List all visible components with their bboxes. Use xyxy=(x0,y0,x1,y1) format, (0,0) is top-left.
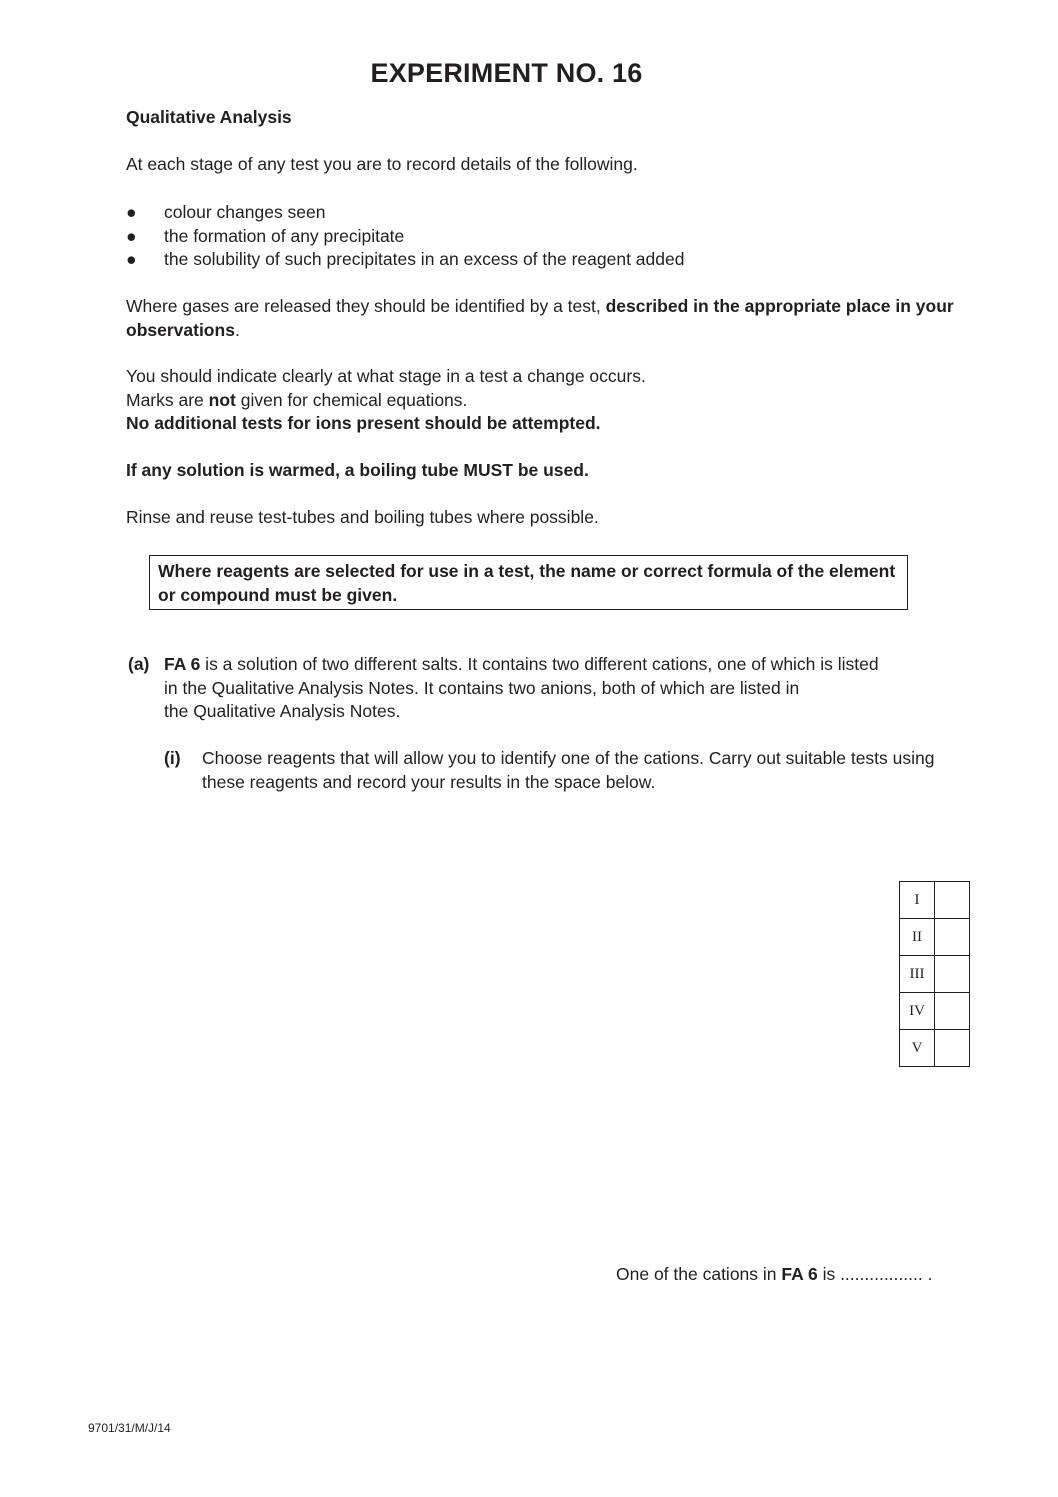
footer-code: 9701/31/M/J/14 xyxy=(88,1421,171,1435)
question-i-label: (i) xyxy=(164,748,181,768)
question-i-text: Choose reagents that will allow you to identify one of the cations. Carry out suitable tests using these reagents and record your results in the space below. xyxy=(202,748,935,792)
mark-box xyxy=(935,919,970,956)
stage-instruction: You should indicate clearly at what stage in a test a change occurs. xyxy=(126,366,646,386)
mark-box xyxy=(935,882,970,919)
mark-label: V xyxy=(900,1030,935,1067)
mark-box xyxy=(935,1030,970,1067)
question-a-label: (a) xyxy=(128,654,150,674)
mark-box xyxy=(935,993,970,1030)
bullet-icon: ● xyxy=(126,249,137,269)
no-additional-tests-note: No additional tests for ions present should be attempted. xyxy=(126,413,601,433)
section-heading: Qualitative Analysis xyxy=(126,107,292,127)
mark-label: III xyxy=(900,956,935,993)
question-a-text: FA 6 is a solution of two different salts. It contains two different cations, one of which is listed in the Qualitative Analysis Notes. It contains two anions, both of which are listed in the Qualitative Analysis Notes. xyxy=(164,654,879,721)
marks-instruction: Marks are not given for chemical equations. xyxy=(126,390,468,410)
bullet-icon: ● xyxy=(126,202,137,222)
mark-label: II xyxy=(900,919,935,956)
marks-row xyxy=(900,956,970,993)
marks-table xyxy=(899,881,970,1067)
list-item: ● colour changes seen xyxy=(126,201,684,225)
page-title: EXPERIMENT NO. 16 xyxy=(370,58,643,88)
warming-warning: If any solution is warmed, a boiling tube MUST be used. xyxy=(126,460,589,480)
gases-instruction: Where gases are released they should be identified by a test, described in the appropriate place in your observations. xyxy=(126,296,954,340)
reagent-note-box: Where reagents are selected for use in a test, the name or correct formula of the element or compound must be given. xyxy=(149,555,908,610)
marks-row xyxy=(900,993,970,1030)
record-details-list xyxy=(126,201,684,272)
rinse-instruction: Rinse and reuse test-tubes and boiling tubes where possible. xyxy=(126,507,599,527)
marks-row xyxy=(900,1030,970,1067)
marks-row xyxy=(900,882,970,919)
intro-text: At each stage of any test you are to record details of the following. xyxy=(126,154,638,174)
mark-box xyxy=(935,956,970,993)
bullet-icon: ● xyxy=(126,225,137,246)
list-item: ● the formation of any precipitate xyxy=(126,225,684,249)
mark-label: IV xyxy=(900,993,935,1030)
marks-row xyxy=(900,919,970,956)
mark-label: I xyxy=(900,882,935,919)
cation-answer-line: One of the cations in FA 6 is ................. . xyxy=(616,1264,933,1284)
list-item: ● the solubility of such precipitates in an excess of the reagent added xyxy=(126,248,684,272)
